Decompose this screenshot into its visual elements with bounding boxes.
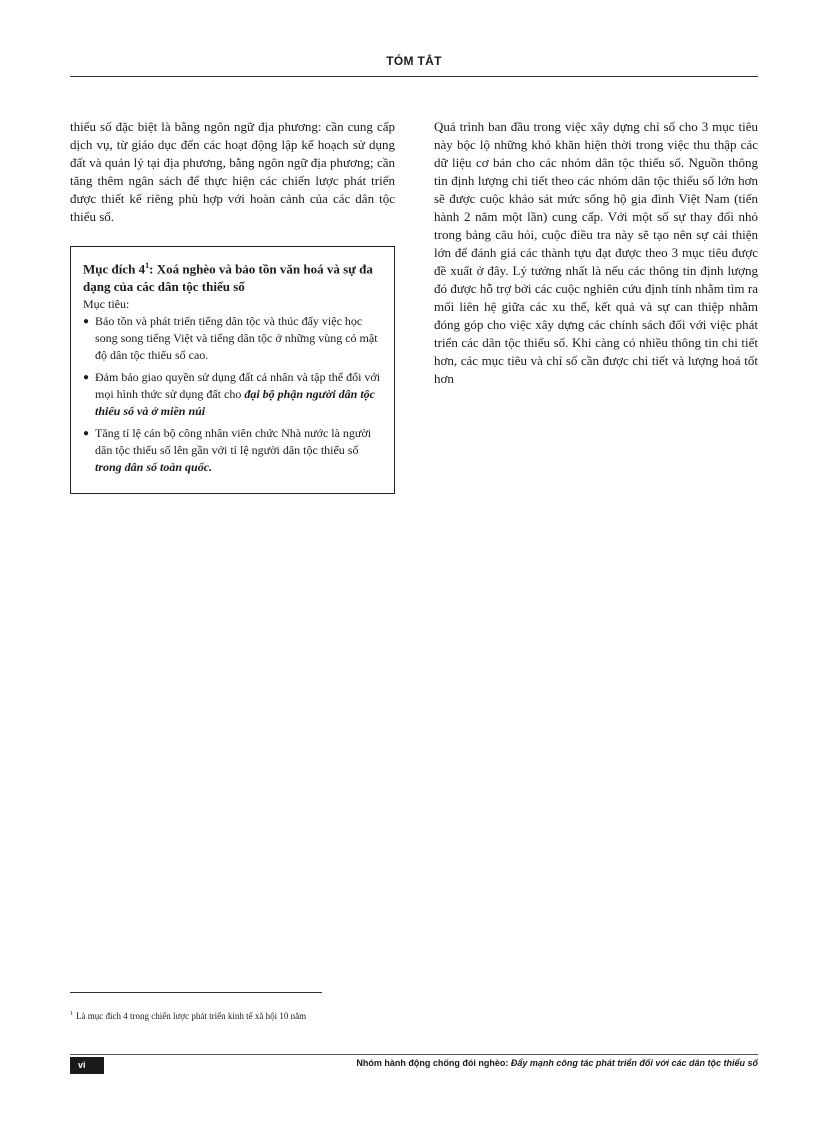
bullet-icon: ● [83, 428, 90, 440]
running-footer [356, 1058, 758, 1068]
bullet-icon: ● [83, 372, 90, 384]
objective-item [83, 369, 382, 420]
goal-title-suffix: : Xoá nghèo và bảo tồn văn hoá và sự đa dạng của các dân tộc thiểu số [83, 261, 373, 295]
page-number: vi [70, 1057, 104, 1074]
objective-item [83, 313, 382, 364]
objective-emphasis: trong dân số toàn quốc. [95, 460, 213, 475]
bullet-icon: ● [83, 316, 90, 328]
objective-emphasis: đại bộ phận người dân tộc thiểu số và ở miền núi [95, 387, 375, 419]
objective-item [83, 425, 382, 476]
right-column [434, 118, 758, 388]
header-divider [70, 76, 758, 77]
objective-text: Đảm bảo giao quyền sử dụng đất cá nhân và tập thể đối với mọi hình thức sử dụng đất cho [95, 370, 381, 402]
objective-text: Tăng tỉ lệ cán bộ công nhân viên chức Nhà nước là người dân tộc thiểu số lên gần với tỉ lệ người dân tộc thiểu số [95, 426, 372, 458]
objectives-label: Mục tiêu: [83, 297, 130, 312]
goal-title-prefix: Mục đích 4 [83, 261, 146, 277]
footnote-divider [70, 992, 322, 993]
footer-title: Đẩy mạnh công tác phát triển đối với các dân tộc thiểu số [510, 1058, 758, 1068]
goal-box-title [83, 257, 382, 296]
left-column [70, 118, 395, 494]
objective-text: Bảo tồn và phát triển tiếng dân tộc và thúc đẩy việc học song song tiếng Việt và tiếng dân tộc ở những vùng có mật độ dân tộc thiểu số cao. [95, 314, 378, 363]
footer-org: Nhóm hành động chống đói nghèo: [356, 1058, 511, 1068]
footnote-mark: 1 [70, 1011, 73, 1017]
objectives-list [83, 313, 382, 476]
footnote-reference: 1 [145, 261, 150, 270]
footnote [70, 1008, 306, 1022]
right-paragraph: Quá trình ban đầu trong việc xây dựng chỉ số cho 3 mục tiêu này bộc lộ những khó khăn hiện thời trong việc thu thập các dữ liệu cơ bản cho các nhóm dân tộc thiểu số. Nguồn thông tin định lượng chi tiết theo các nhóm dân tộc thiểu số lớn hơn sẽ được cuộc khảo sát mức sống hộ gia đình Việt Nam (tiến hành 2 năm một lần) cung cấp. Với một số sự thay đổi nhỏ trong bảng câu hỏi, cuộc điều tra này sẽ tạo nên sự cải thiện lớn để đánh giá các thành tựu đạt được theo 3 mục tiêu được đề xuất ở đây. Lý tưởng nhất là nếu các thông tin định lượng đó được hỗ trợ bởi các cuộc nghiên cứu định tính nhằm tìm ra mối liên hệ giữa các xu thế, kết quả và sự can thiệp nhằm đóng góp cho việc xây dựng các chính sách đối với việc phát triển các dân tộc thiểu số. Khi càng có nhiều thông tin chi tiết hơn, các mục tiêu và chỉ số cần được chi tiết và lượng hoá tốt hơn [434, 119, 758, 386]
goal-box [70, 246, 395, 494]
footnote-text: Là mục đích 4 trong chiến lược phát triển kinh tế xã hội 10 năm [76, 1011, 307, 1021]
left-paragraph: thiểu số đặc biệt là bằng ngôn ngữ địa phương: cần cung cấp dịch vụ, từ giáo dục đến các hoạt động lập kế hoạch sử dụng đất và quản lý tại địa phương, bằng ngôn ngữ địa phương; cần tăng thêm ngân sách để thực hiện các chiến lược phát triển được thiết kế riêng phù hợp với hoàn cảnh của các dân tộc thiểu số. [70, 119, 395, 224]
running-header-title: TÓM TẮT [386, 54, 442, 68]
